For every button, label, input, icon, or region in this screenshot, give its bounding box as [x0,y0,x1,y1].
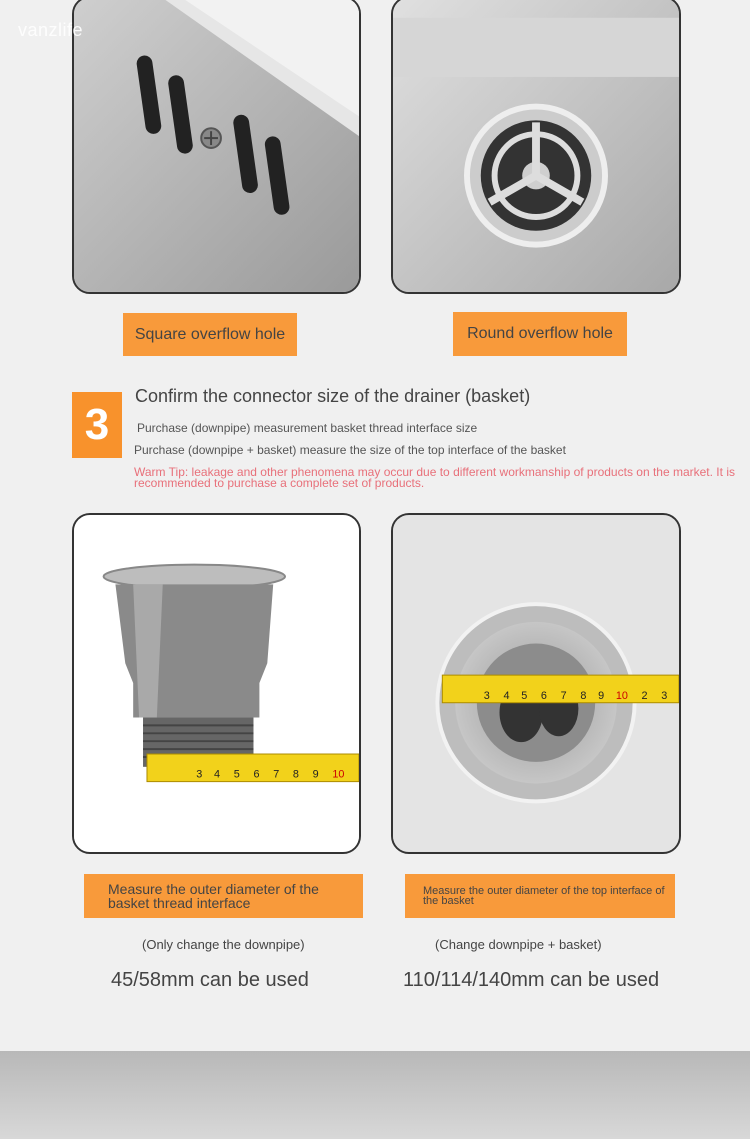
square-overflow-photo [72,0,361,294]
step-title: Confirm the connector size of the drainer (basket) [135,386,531,406]
basket-measure-label: Measure the outer diameter of the top interface of the basket [405,874,675,918]
basket-note: (Change downpipe + basket) [435,937,602,952]
svg-text:8: 8 [580,689,587,702]
step-instruction-downpipe-basket: Purchase (downpipe + basket) measure the size of the top interface of the basket [134,443,566,457]
svg-text:9: 9 [312,768,319,781]
svg-text:7: 7 [273,768,280,781]
footer-band [0,1051,750,1139]
warning-tip: Warm Tip: leakage and other phenomena may occur due to different workmanship of products on the market. It is recommended to purchase a complete set of products. [134,465,735,490]
svg-text:5: 5 [233,768,240,781]
basket-illustration [393,515,679,852]
downpipe-note: (Only change the downpipe) [142,937,305,952]
svg-text:3: 3 [661,689,668,702]
downpipe-measure-photo [72,513,361,854]
svg-text:6: 6 [540,689,547,702]
svg-text:10: 10 [615,689,628,702]
square-overflow-illustration [74,0,359,292]
step-instruction-downpipe: Purchase (downpipe) measurement basket thread interface size [137,421,478,435]
downpipe-illustration [74,515,359,852]
svg-text:6: 6 [253,768,260,781]
basket-measure-photo [391,513,681,854]
svg-text:5: 5 [521,689,528,702]
svg-text:8: 8 [292,768,299,781]
basket-sizes: 110/114/140mm can be used [403,969,660,991]
round-overflow-photo [391,0,681,294]
downpipe-sizes: 45/58mm can be used [111,969,309,991]
downpipe-measure-label: Measure the outer diameter of the basket thread interface [84,874,363,918]
watermark: vanzlife [18,20,84,40]
svg-text:10: 10 [332,768,345,781]
svg-text:7: 7 [560,689,567,702]
round-overflow-label: Round overflow hole [453,312,627,356]
round-overflow-illustration [393,0,679,292]
svg-text:2: 2 [641,689,648,702]
svg-text:9: 9 [598,689,605,702]
svg-text:3: 3 [196,768,203,781]
svg-text:3: 3 [483,689,490,702]
svg-text:4: 4 [503,689,510,702]
step-number-badge: 3 [72,392,122,458]
square-overflow-label: Square overflow hole [123,313,297,356]
svg-text:4: 4 [214,768,221,781]
